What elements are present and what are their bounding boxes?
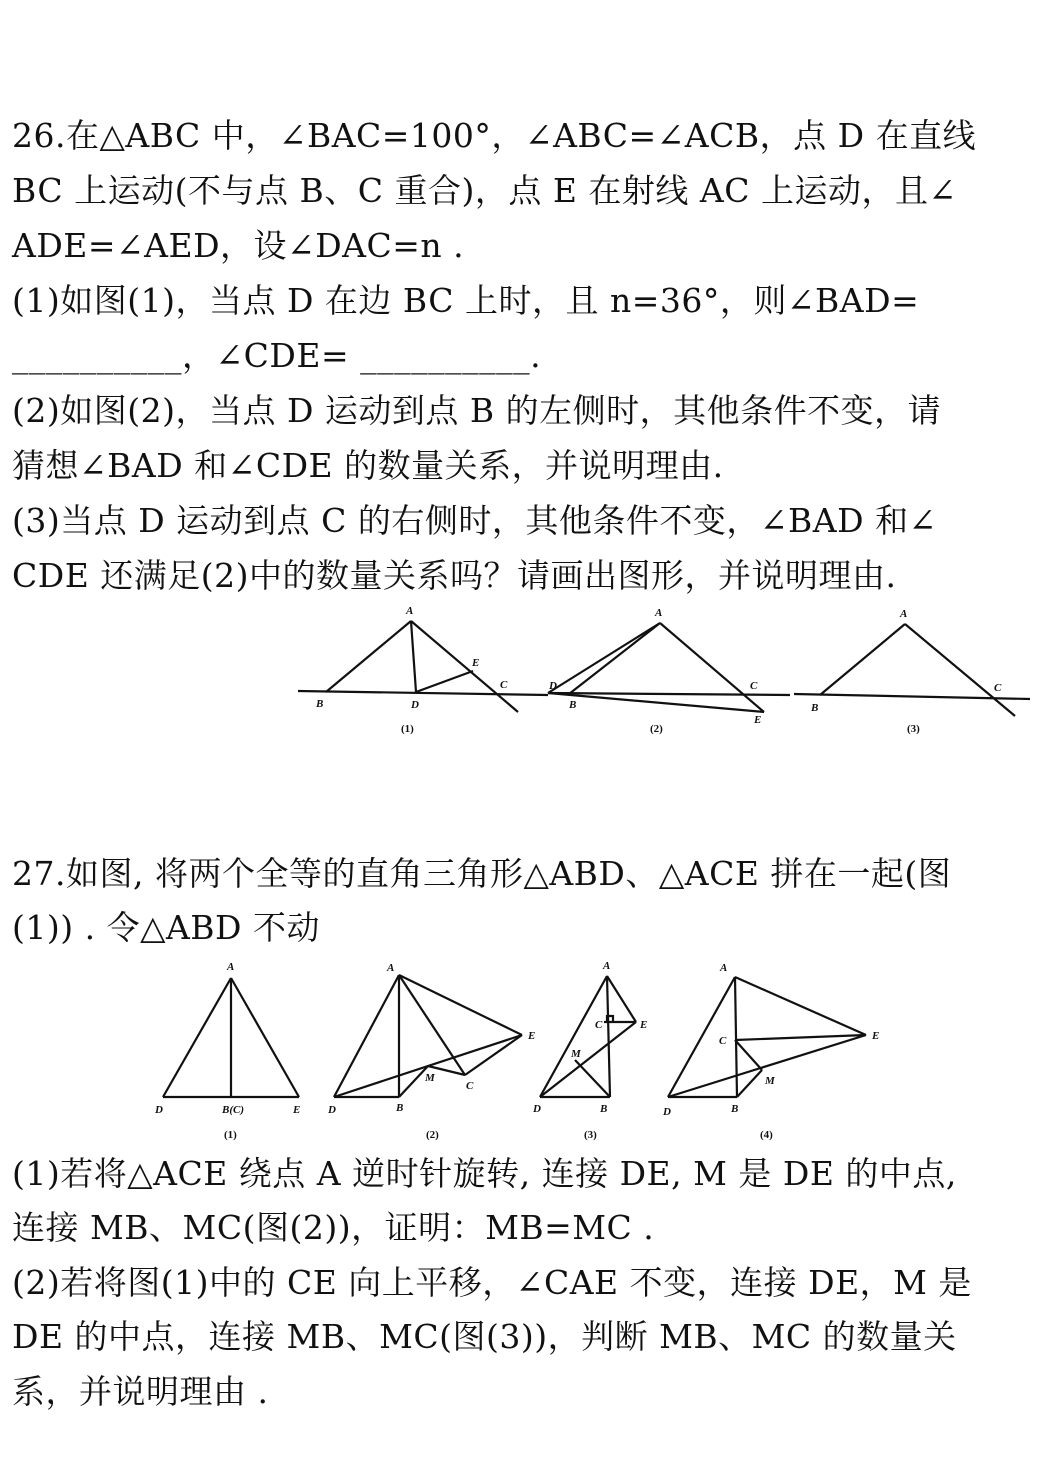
p27-line-5: (2)若将图(1)中的 CE 向上平移，∠CAE 不变，连接 DE，M 是 <box>12 1263 972 1302</box>
p26-line-8: (3)当点 D 运动到点 C 的右侧时，其他条件不变，∠BAD 和∠ <box>12 501 937 540</box>
fig2-label-a: A <box>655 607 663 619</box>
p26-line-9: CDE 还满足(2)中的数量关系吗？请画出图形，并说明理由. <box>12 556 897 595</box>
g1-label-d: D <box>155 1104 163 1116</box>
g3-label-c: C <box>595 1019 603 1031</box>
g4-label-m: M <box>765 1075 775 1087</box>
fig3-caption: (3) <box>907 723 920 735</box>
g2-label-m: M <box>425 1072 435 1084</box>
p27-line-6: DE 的中点，连接 MB、MC(图(3))，判断 MB、MC 的数量关 <box>12 1317 957 1356</box>
p26-line-1: 26.在△ABC 中，∠BAC=100°，∠ABC=∠ACB，点 D 在直线 <box>12 116 977 155</box>
g4-caption: (4) <box>760 1129 773 1141</box>
g3-label-b: B <box>600 1103 608 1115</box>
g1-caption: (1) <box>224 1129 237 1141</box>
p26-line-4: (1)如图(1)，当点 D 在边 BC 上时，且 n=36°，则∠BAD= <box>12 281 920 320</box>
fig1-label-d: D <box>411 699 419 711</box>
fig1-label-b: B <box>316 698 324 710</box>
fig3-label-c: C <box>994 682 1002 694</box>
fig1-label-e: E <box>472 657 480 669</box>
g1-label-a: A <box>227 961 235 973</box>
g1-label-bc: B(C) <box>222 1104 244 1116</box>
p26-line-3: ADE=∠AED，设∠DAC=n . <box>12 226 465 265</box>
fig2-label-b: B <box>569 699 577 711</box>
fig3-label-b: B <box>811 702 819 714</box>
g4-label-e: E <box>872 1030 880 1042</box>
g2-caption: (2) <box>426 1129 439 1141</box>
fig3-label-a: A <box>900 608 908 620</box>
g2-label-d: D <box>328 1104 336 1116</box>
fig2-label-c: C <box>750 680 758 692</box>
g2-label-e: E <box>528 1030 536 1042</box>
g4-label-b: B <box>731 1103 739 1115</box>
p27-line-2: (1)) . 令△ABD 不动 <box>12 908 320 947</box>
fig1-label-c: C <box>500 679 508 691</box>
p27-line-4: 连接 MB、MC(图(2))，证明：MB=MC . <box>12 1208 655 1247</box>
g2-label-b: B <box>396 1102 404 1114</box>
p27-figure-4 <box>662 962 879 1141</box>
p27-line-3: (1)若将△ACE 绕点 A 逆时针旋转, 连接 DE, M 是 DE 的中点, <box>12 1154 957 1193</box>
fig2-label-e: E <box>754 714 762 726</box>
p26-line-6: (2)如图(2)，当点 D 运动到点 B 的左侧时，其他条件不变，请 <box>12 391 942 430</box>
g2-label-a: A <box>387 962 395 974</box>
g3-label-d: D <box>533 1103 541 1115</box>
p26-line-7: 猜想∠BAD 和∠CDE 的数量关系，并说明理由. <box>12 446 724 485</box>
g1-label-e: E <box>293 1104 301 1116</box>
g4-label-d: D <box>663 1106 671 1118</box>
p26-line-2: BC 上运动(不与点 B、C 重合)，点 E 在射线 AC 上运动，且∠ <box>12 171 957 210</box>
fig1-caption: (1) <box>401 723 414 735</box>
p26-line-5: __________，∠CDE= __________. <box>12 336 542 375</box>
p27-line-1: 27.如图, 将两个全等的直角三角形△ABD、△ACE 拼在一起(图 <box>12 854 952 893</box>
g4-label-a: A <box>720 962 728 974</box>
fig1-label-a: A <box>406 605 414 617</box>
g3-caption: (3) <box>584 1129 597 1141</box>
g2-label-c: C <box>466 1080 474 1092</box>
fig2-label-d: D <box>549 680 557 692</box>
p27-figure-3 <box>532 960 647 1141</box>
g3-label-a: A <box>603 960 611 972</box>
g3-label-e: E <box>640 1019 648 1031</box>
fig2-caption: (2) <box>650 723 663 735</box>
g4-label-c: C <box>719 1035 727 1047</box>
p27-figure-2 <box>327 962 535 1141</box>
p27-line-7: 系，并说明理由 . <box>12 1372 269 1411</box>
p27-figure-1 <box>154 961 300 1141</box>
g3-label-m: M <box>571 1048 581 1060</box>
